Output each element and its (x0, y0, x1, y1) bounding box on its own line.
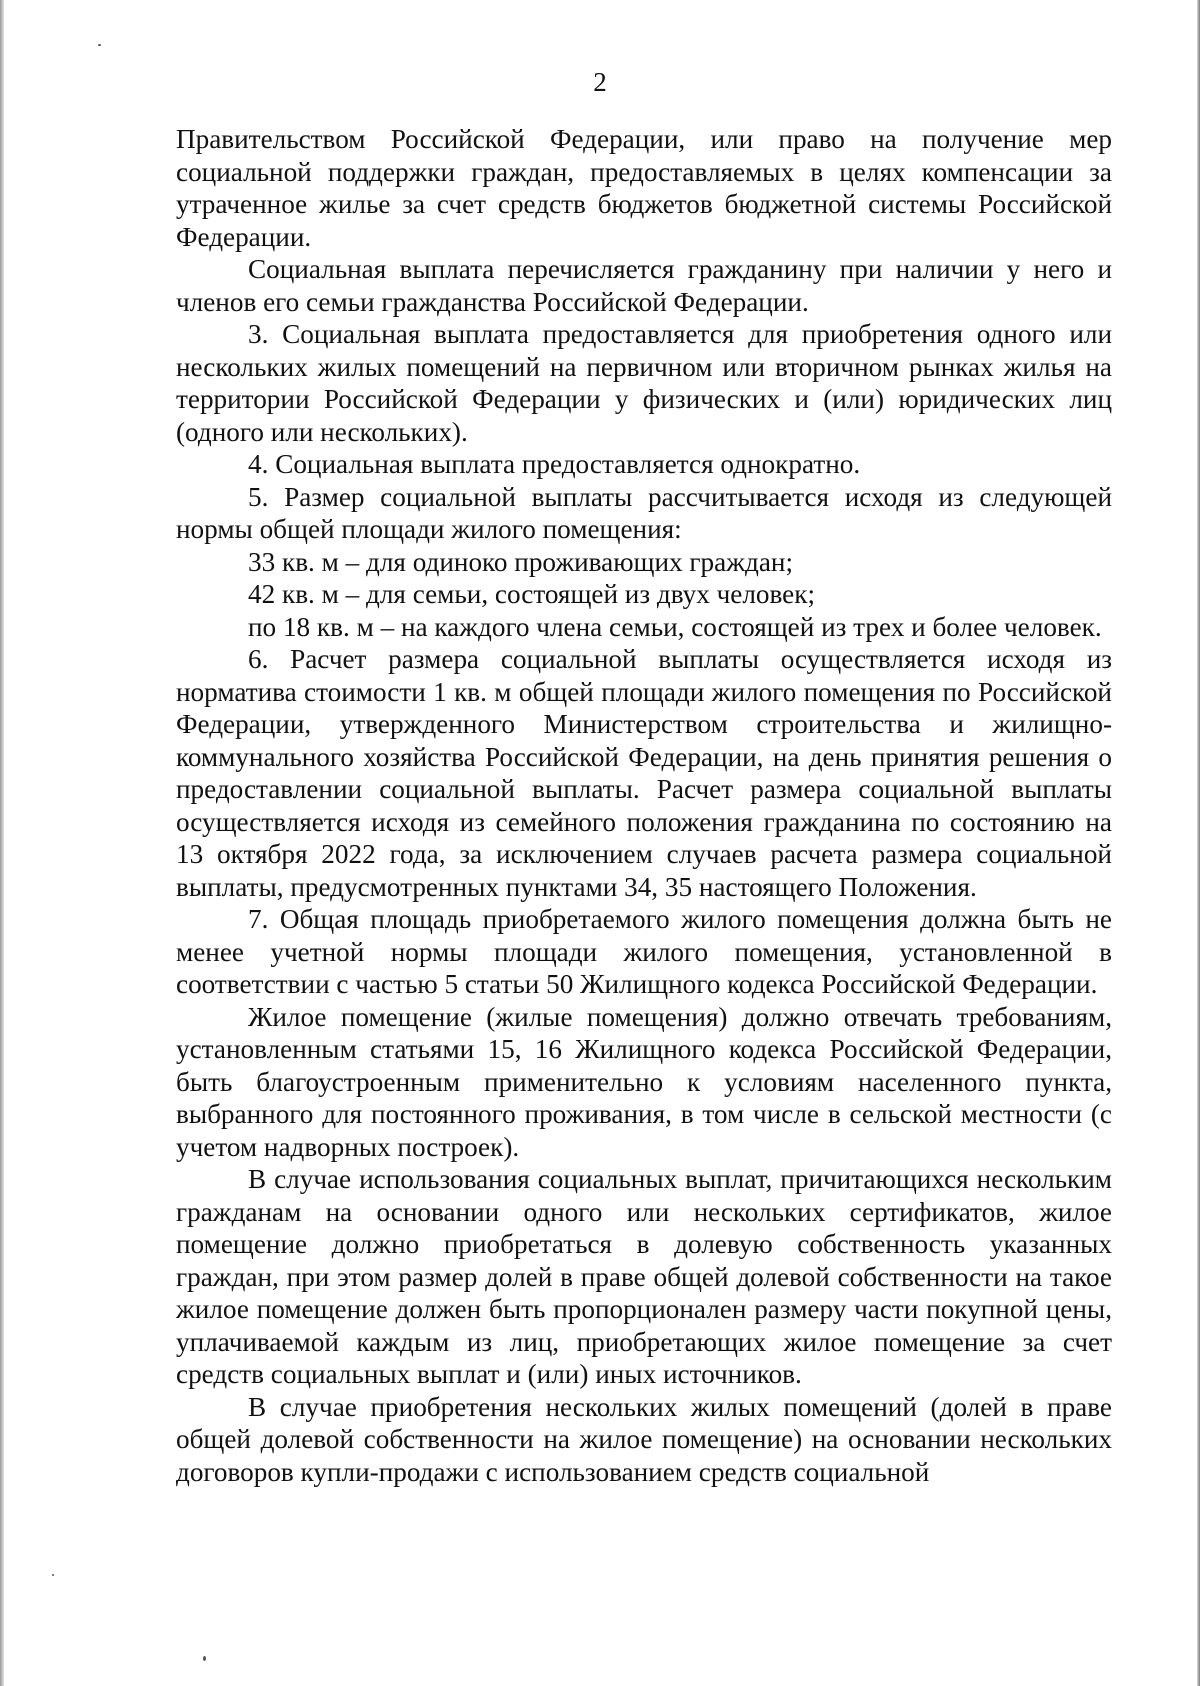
paragraph-item-7: 7. Общая площадь приобретаемого жилого помещения должна быть не менее учетной нормы площади жилого помещения, установленной в соответствии с частью 5 статьи 50 Жилищного кодекса Российской Федерации. (176, 904, 1112, 999)
paragraph-requirements: Жилое помещение (жилые помещения) должно отвечать требованиям, установленным статьями 15, 16 Жилищного кодекса Российской Федерации, быть благоустроенным применительно к условиям населенного пункта, выбранного для постоянного проживания, в том числе в сельской местности (с учетом надворных построек). (176, 1001, 1112, 1162)
paragraph-citizenship: Социальная выплата перечисляется гражданину при наличии у него и членов его семьи гражданства Российской Федерации. (176, 254, 1112, 317)
page-number: 2 (593, 67, 607, 97)
paragraph-multiple-contracts: В случае приобретения нескольких жилых помещений (долей в праве общей долевой собственности на жилое помещение) на основании нескольких договоров купли-продажи с использованием средств социальной (176, 1391, 1112, 1487)
paragraph-continuation: Правительством Российской Федерации, или право на получение мер социальной поддержки граждан, предоставляемых в целях компенсации за утраченное жилье за счет средств бюджетов бюджетной системы Российской Федерации. (176, 124, 1112, 252)
paragraph-item-4: 4. Социальная выплата предоставляется однократно. (248, 449, 861, 479)
paragraph-item-6: 6. Расчет размера социальной выплаты осуществляется исходя из норматива стоимости 1 кв. м общей площади жилого помещения по Российской Федерации, утвержденного Министерством строительства и жилищно-коммунального хозяйства Российской Федерации, на день принятия решения о предоставлении социальной выплаты. Расчет размера социальной выплаты осуществляется исходя из семейного положения гражданина по состоянию на 13 октября 2022 года, за исключением случаев расчета размера социальной выплаты, предусмотренных пунктами 34, 35 настоящего Положения. (176, 644, 1112, 902)
norm-two-persons: 42 кв. м – для семьи, состоящей из двух человек; (248, 579, 816, 609)
scan-speck (203, 1656, 206, 1661)
paragraph-item-3: 3. Социальная выплата предоставляется для приобретения одного или нескольких жилых помещений на первичном или вторичном рынках жилья на территории Российской Федерации у физических и (или) юридических лиц (одного или нескольких). (176, 319, 1112, 447)
paragraph-item-5: 5. Размер социальной выплаты рассчитывается исходя из следующей нормы общей площади жилого помещения: (176, 481, 1112, 544)
scan-edge-left (0, 0, 4, 1686)
norm-three-plus: по 18 кв. м – на каждого члена семьи, состоящей из трех и более человек. (248, 611, 1102, 642)
paragraph-shared-ownership: В случае использования социальных выплат, причитающихся нескольким гражданам на основании одного или нескольких сертификатов, жилое помещение должно приобретаться в долевую собственность указанных граждан, при этом размер долей в праве общей долевой собственности на такое жилое помещение должен быть пропорционален размеру части покупной цены, уплачиваемой каждым из лиц, приобретающих жилое помещение за счет средств социальных выплат и (или) иных источников. (176, 1164, 1112, 1389)
scan-speck (98, 44, 101, 46)
scan-speck (52, 1574, 54, 1576)
document-body (176, 123, 1112, 1488)
norm-single: 33 кв. м – для одиноко проживающих граждан; (248, 546, 793, 577)
